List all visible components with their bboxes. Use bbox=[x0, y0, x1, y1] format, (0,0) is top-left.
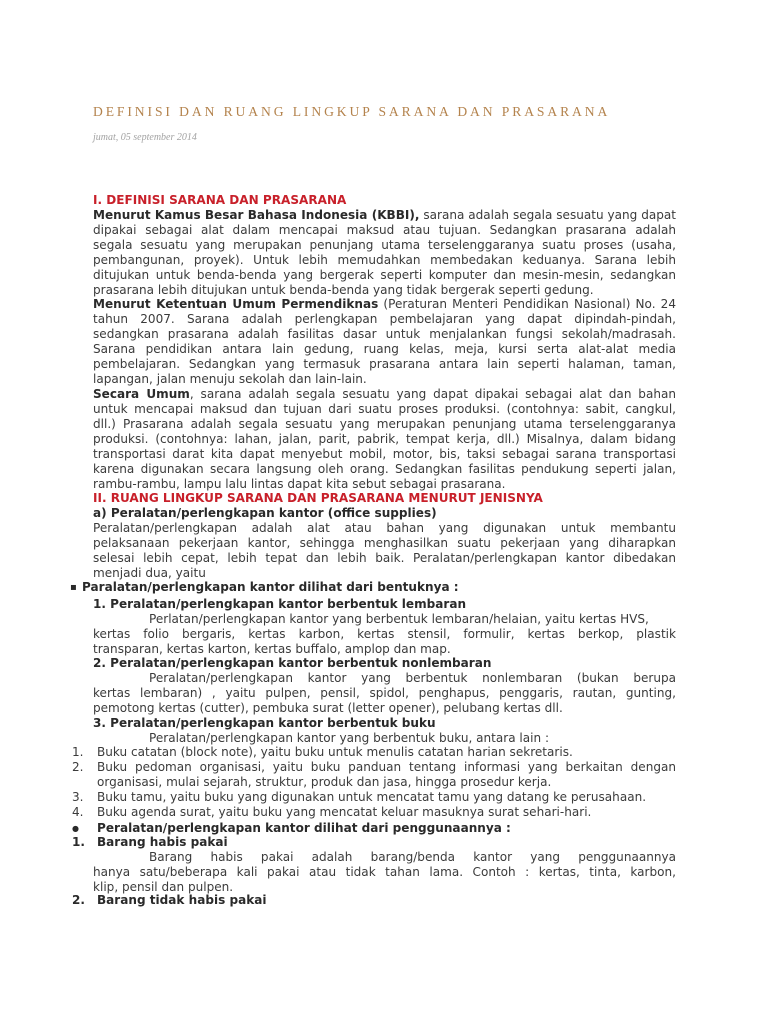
umum-line: produksi. (contohnya: lahan, jalan, parit, pabrik, tempat kerja, dll.) Misalnya, dalam bidang bbox=[93, 432, 676, 446]
item-1-line: kertas folio bergaris, kertas karbon, kertas stensil, formulir, kertas berkop, plastik bbox=[93, 627, 676, 641]
kbbi-line: ditujukan untuk benda-benda yang bergerak seperti komputer dan mesin-mesin, sedangkan bbox=[93, 268, 676, 282]
umum-line: rambu-rambu, lampu lalu lintas dapat kita sebut sebagai prasarana. bbox=[93, 477, 506, 491]
subsection-a-line: menjadi dua, yaitu bbox=[93, 566, 206, 580]
book-number: 1. bbox=[72, 745, 84, 759]
umum-line: dll.) Prasarana adalah segala sesuatu yang merupakan penunjang utama terselenggaranya bbox=[93, 417, 676, 431]
book-item-cont: organisasi, mulai sejarah, struktur, produk dan jasa, hingga prosedur kerja. bbox=[97, 775, 552, 789]
tidak-habis-heading: Barang tidak habis pakai bbox=[97, 893, 267, 907]
umum-line: karena digunakan secara langsung oleh orang. Sedangkan fasilitas pendukung seperti jalan, bbox=[93, 462, 676, 476]
post-date: jumat, 05 september 2014 bbox=[93, 132, 197, 143]
habis-heading: Barang habis pakai bbox=[97, 835, 228, 849]
permendiknas-text: (Peraturan Menteri Pendidikan Nasional) No. 24 bbox=[378, 297, 676, 311]
kbbi-line: prasarana lebih ditujukan untuk benda-benda yang tidak bergerak seperti gedung. bbox=[93, 283, 594, 297]
item-2-line: pemotong kertas (cutter), pembuka surat (letter opener), pelubang kertas dll. bbox=[93, 701, 563, 715]
subsection-a-line: selesai lebih cepat, lebih tepat dan lebih baik. Peralatan/perlengkapan kantor dibedakan bbox=[93, 551, 676, 565]
subsection-a-heading: a) Peralatan/perlengkapan kantor (office supplies) bbox=[93, 506, 437, 520]
kbbi-line: pembangunan, proyek). Untuk lebih memudahkan membedakan keduanya. Sarana lebih bbox=[93, 253, 676, 267]
permendiknas-line: tahun 2007. Sarana adalah perlengkapan pembelajaran yang dapat dipindah-pindah, bbox=[93, 312, 676, 326]
book-number: 4. bbox=[72, 805, 84, 819]
habis-number: 1. bbox=[72, 835, 85, 849]
kbbi-line: segala sesuatu yang merupakan penunjang utama terselenggaranya suatu proses (usaha, bbox=[93, 238, 676, 252]
habis-line: Barang habis pakai adalah barang/benda kantor yang penggunaannya bbox=[149, 850, 676, 864]
item-2-line: kertas lembaran) , yaitu pulpen, pensil, spidol, penghapus, penggaris, rautan, gunting, bbox=[93, 686, 676, 700]
round-bullet-icon: ● bbox=[72, 824, 79, 833]
habis-line: hanya satu/beberapa kali pakai atau tidak tahan lama. Contoh : kertas, tinta, karbon, bbox=[93, 865, 676, 879]
subsection-a-line: Peralatan/perlengkapan adalah alat atau bahan yang digunakan untuk membantu bbox=[93, 521, 676, 535]
section-heading-2: II. RUANG LINGKUP SARANA DAN PRASARANA MENURUT JENISNYA bbox=[93, 491, 543, 505]
item-1-heading: 1. Peralatan/perlengkapan kantor berbentuk lembaran bbox=[93, 597, 467, 611]
kbbi-lead: Menurut Kamus Besar Bahasa Indonesia (KBBI), bbox=[93, 208, 420, 222]
permendiknas-line: sedangkan prasarana adalah fasilitas dasar untuk menjalankan fungsi sekolah/madrasah. bbox=[93, 327, 676, 341]
umum-first-line bbox=[93, 387, 676, 402]
book-item: Buku catatan (block note), yaitu buku untuk menulis catatan harian sekretaris. bbox=[97, 745, 573, 759]
umum-line: transportasi darat kita dapat menyebut mobil, motor, bis, taksi sebagai sarana transportasi bbox=[93, 447, 676, 461]
section-heading-1: I. DEFINISI SARANA DAN PRASARANA bbox=[93, 193, 347, 207]
permendiknas-line: pembelajaran. Sedangkan yang termasuk prasarana antara lain seperti halaman, taman, bbox=[93, 357, 676, 371]
item-3-line: Peralatan/perlengkapan kantor yang berbentuk buku, antara lain : bbox=[149, 731, 550, 745]
permendiknas-first-line bbox=[93, 297, 676, 312]
square-bullet-icon: ▪ bbox=[70, 582, 77, 593]
bullet-heading-bentuk: Paralatan/perlengkapan kantor dilihat dari bentuknya : bbox=[82, 580, 459, 594]
tidak-habis-number: 2. bbox=[72, 893, 85, 907]
permendiknas-lead: Menurut Ketentuan Umum Permendiknas bbox=[93, 297, 379, 311]
item-3-heading: 3. Peralatan/perlengkapan kantor berbentuk buku bbox=[93, 716, 436, 730]
kbbi-first-line bbox=[93, 208, 676, 223]
book-number: 2. bbox=[72, 760, 84, 774]
item-2-line: Peralatan/perlengkapan kantor yang berbentuk nonlembaran (bukan berupa bbox=[149, 671, 676, 685]
page-title: DEFINISI DAN RUANG LINGKUP SARANA DAN PRASARANA bbox=[93, 104, 611, 119]
kbbi-line: dipakai sebagai alat dalam mencapai maksud atau tujuan. Sedangkan prasarana adalah bbox=[93, 223, 676, 237]
habis-line: klip, pensil dan pulpen. bbox=[93, 880, 234, 894]
subsection-a-line: pelaksanaan pekerjaan kantor, sehingga menghasilkan suatu pekerjaan yang diharapkan bbox=[93, 536, 676, 550]
item-1-line: transparan, kertas karton, kertas buffalo, amplop dan map. bbox=[93, 642, 451, 656]
permendiknas-line: lapangan, jalan menuju sekolah dan lain-lain. bbox=[93, 372, 367, 386]
umum-line: untuk mencapai maksud dan tujuan dari suatu proses produksi. (contohnya: sabit, cangkul, bbox=[93, 402, 676, 416]
item-1-line: Perlatan/perlengkapan kantor yang berbentuk lembaran/helaian, yaitu kertas HVS, bbox=[149, 612, 649, 626]
umum-lead: Secara Umum bbox=[93, 387, 190, 401]
bullet-heading-penggunaan: Peralatan/perlengkapan kantor dilihat dari penggunaannya : bbox=[97, 821, 511, 835]
book-item: Buku tamu, yaitu buku yang digunakan untuk mencatat tamu yang datang ke perusahaan. bbox=[97, 790, 647, 804]
book-item: Buku agenda surat, yaitu buku yang mencatat keluar masuknya surat sehari-hari. bbox=[97, 805, 592, 819]
book-item: Buku pedoman organisasi, yaitu buku panduan tentang informasi yang berkaitan dengan bbox=[97, 760, 676, 774]
kbbi-text: sarana adalah segala sesuatu yang dapat bbox=[419, 208, 676, 222]
item-2-heading: 2. Peralatan/perlengkapan kantor berbentuk nonlembaran bbox=[93, 656, 492, 670]
permendiknas-line: Sarana pendidikan antara lain gedung, ruang kelas, meja, kursi serta alat-alat media bbox=[93, 342, 676, 356]
umum-text: , sarana adalah segala sesuatu yang dapat dipakai sebagai alat dan bahan bbox=[189, 387, 676, 401]
book-number: 3. bbox=[72, 790, 84, 804]
